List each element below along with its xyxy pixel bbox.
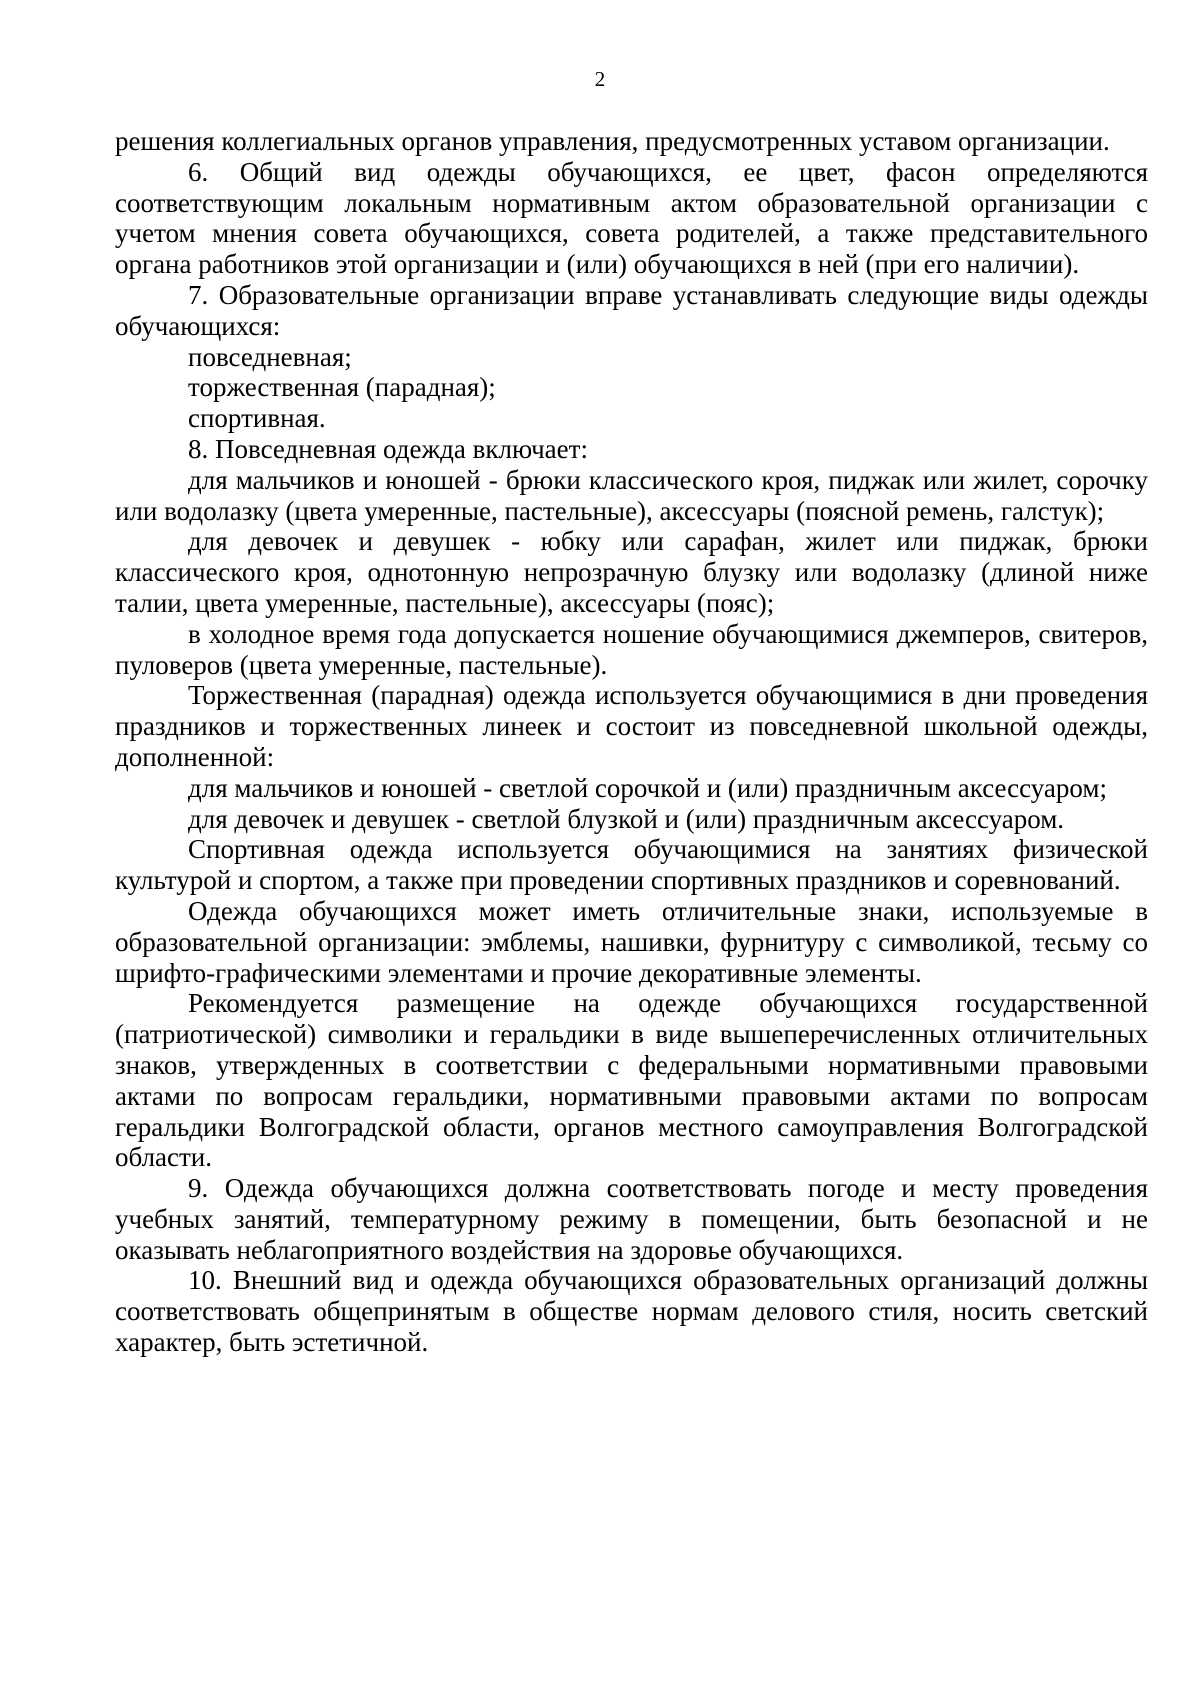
paragraph-continuation: решения коллегиальных органов управления, предусмотренных уставом организации. — [115, 126, 1110, 156]
page-number: 2 — [594, 67, 606, 91]
paragraph-boys-everyday: для мальчиков и юношей - брюки классического кроя, пиджак или жилет, сорочку или водолазку (цвета умеренные, пастельные), аксессуары (поясной ремень, галстук); — [115, 464, 1148, 526]
paragraph-item-9: 9. Одежда обучающихся должна соответствовать погоде и месту проведения учебных занятий, температурному режиму в помещении, быть безопасной и не оказывать неблагоприятного воздействия на здоровье обучающихся. — [115, 1173, 1148, 1265]
paragraph-ceremonial: Торжественная (парадная) одежда используется обучающимися в дни проведения праздников и торжественных линеек и состоит из повседневной школьной одежды, дополненной: — [115, 680, 1148, 772]
paragraph-boys-ceremonial: для мальчиков и юношей - светлой сорочкой и (или) праздничным аксессуаром; — [188, 772, 1107, 803]
paragraph-sportswear: Спортивная одежда используется обучающимися на занятиях физической культурой и спортом, а также при проведении спортивных праздников и соревнований. — [115, 834, 1148, 896]
paragraph-item-7: 7. Образовательные организации вправе устанавливать следующие виды одежды обучающихся: — [115, 279, 1148, 341]
list-item-sport: спортивная. — [188, 403, 326, 434]
paragraph-insignia: Одежда обучающихся может иметь отличительные знаки, используемые в образовательной организации: эмблемы, нашивки, фурнитуру с символикой, тесьму со шрифто-графическими элементами и прочие декоративные элементы. — [115, 895, 1148, 988]
paragraph-girls-everyday: для девочек и девушек - юбку или сарафан, жилет или пиджак, брюки классического кроя, однотонную непрозрачную блузку или водолазку (длиной ниже талии, цвета умеренные, пастельные), аксессуары (пояс); — [115, 526, 1148, 618]
paragraph-girls-ceremonial: для девочек и девушек - светлой блузкой и (или) праздничным аксессуаром. — [188, 803, 1065, 834]
paragraph-cold-season: в холодное время года допускается ношение обучающимися джемперов, свитеров, пуловеров (цвета умеренные, пастельные). — [115, 618, 1148, 680]
list-item-everyday: повседневная; — [188, 341, 352, 372]
paragraph-symbolics: Рекомендуется размещение на одежде обучающихся государственной (патриотической) символики и геральдики в виде вышеперечисленных отличительных знаков, утвержденных в соответствии с федеральными нормативными правовыми актами по вопросам геральдики, нормативными правовыми актами по вопросам геральдики Волгоградской области, органов местного самоуправления Волгоградской области. — [115, 988, 1148, 1173]
paragraph-item-8: 8. Повседневная одежда включает: — [188, 433, 588, 464]
paragraph-item-10: 10. Внешний вид и одежда обучающихся образовательных организаций должны соответствовать общепринятым в обществе нормам делового стиля, носить светский характер, быть эстетичной. — [115, 1265, 1148, 1358]
paragraph-item-6: 6. Общий вид одежды обучающихся, ее цвет, фасон определяются соответствующим локальным нормативным актом образовательной организации с учетом мнения совета обучающихся, совета родителей, а также представительного органа работников этой организации и (или) обучающихся в ней (при его наличии). — [115, 156, 1148, 280]
list-item-ceremonial: торжественная (парадная); — [188, 372, 496, 403]
document-body — [115, 126, 1148, 1358]
